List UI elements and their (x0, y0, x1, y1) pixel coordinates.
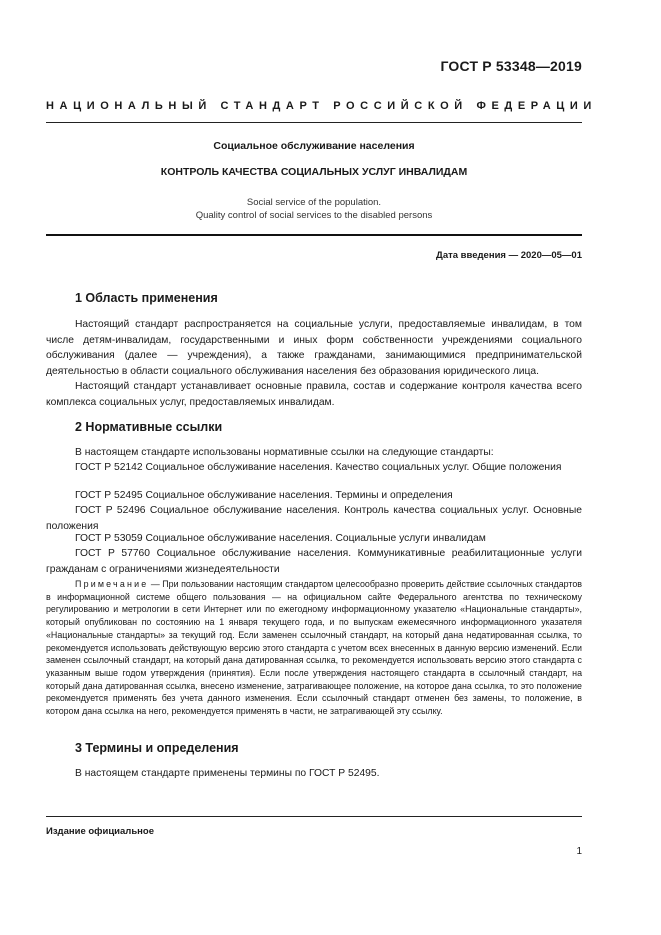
section-1-heading: 1 Область применения (75, 291, 218, 305)
footer-rule (46, 816, 582, 817)
series-title: Социальное обслуживание населения (213, 140, 415, 152)
introduction-date: Дата введения — 2020—05—01 (436, 250, 582, 261)
reference-item: ГОСТ Р 52496 Социальное обслуживание населения. Контроль качества социальных услуг. Основные положения (46, 505, 582, 532)
reference-item: ГОСТ Р 53059 Социальное обслуживание населения. Социальные услуги инвалидам (75, 533, 486, 544)
reference-item: ГОСТ Р 52142 Социальное обслуживание населения. Качество социальных услуг. Общие положения (75, 462, 562, 473)
national-standard-title: НАЦИОНАЛЬНЫЙ СТАНДАРТ РОССИЙСКОЙ ФЕДЕРАЦИИ (46, 100, 597, 112)
document-title-english (46, 196, 582, 222)
section-2-heading: 2 Нормативные ссылки (75, 420, 223, 434)
standard-code: ГОСТ Р 53348—2019 (440, 58, 582, 74)
section-1-paragraph-2: Настоящий стандарт устанавливает основные правила, состав и содержание контроля качества всего комплекса социальных услуг, предоставляемых инвалидам. (46, 381, 582, 408)
title-en-line-1: Social service of the population. (246, 197, 382, 208)
header-rule (46, 122, 582, 123)
reference-item: ГОСТ Р 57760 Социальное обслуживание населения. Коммуникативные реабилитационные услуги гражданам с ограничениями жизнедеятельности (46, 548, 582, 575)
reference-item: ГОСТ Р 52495 Социальное обслуживание населения. Термины и определения (75, 490, 453, 501)
section-2-intro: В настоящем стандарте использованы нормативные ссылки на следующие стандарты: (75, 447, 494, 458)
reference-note (46, 578, 582, 718)
section-3-paragraph-1: В настоящем стандарте применены термины по ГОСТ Р 52495. (75, 768, 380, 779)
page-number: 1 (576, 846, 582, 857)
note-text: — При пользовании настоящим стандартом целесообразно проверить действие ссылочных стандартов в информационной системе общего пользования — на официальном сайте Федерального агентства по техническому регулированию и метрологии в сети Интернет или по ежегодному информационному указателю «Национальные стандарты», который опубликован по состоянию на 1 января текущего года, и по выпускам ежемесячного информационного указателя «Национальные стандарты» за текущий год. Если заменен ссылочный стандарт, на который дана недатированная ссылка, то рекомендуется использовать действующую версию этого стандарта с учетом всех внесенных в данную версию изменений. Если заменен ссылочный стандарт, на который дана датированная ссылка, то рекомендуется использовать версию этого стандарта с указанным выше годом утверждения (принятия). Если после утверждения настоящего стандарта в ссылочный стандарт, на который дана датированная ссылка, внесено изменение, затрагивающее положение, на которое дана ссылка, то это положение рекомендуется применять без учета данного изменения. Если ссылочный стандарт отменен без замены, то положение, в котором дана ссылка на него, рекомендуется применять в части, не затрагивающей эту ссылку. (46, 579, 582, 717)
document-title: КОНТРОЛЬ КАЧЕСТВА СОЦИАЛЬНЫХ УСЛУГ ИНВАЛИДАМ (160, 166, 468, 178)
section-1-paragraph-1: Настоящий стандарт распространяется на социальные услуги, предоставляемые инвалидам, в том числе детям-инвалидам, государственными и иных форм собственности учреждениями социального обслуживания (далее — учреждения), а также гражданами, занимающимися предпринимательской деятельностью в области социального обслуживания населения без образования юридического лица. (46, 319, 582, 377)
title-rule (46, 234, 582, 236)
title-en-line-2: Quality control of social services to the disabled persons (195, 210, 433, 221)
note-label: Примечание (75, 579, 149, 589)
section-3-heading: 3 Термины и определения (75, 741, 239, 755)
edition-label: Издание официальное (46, 826, 154, 837)
